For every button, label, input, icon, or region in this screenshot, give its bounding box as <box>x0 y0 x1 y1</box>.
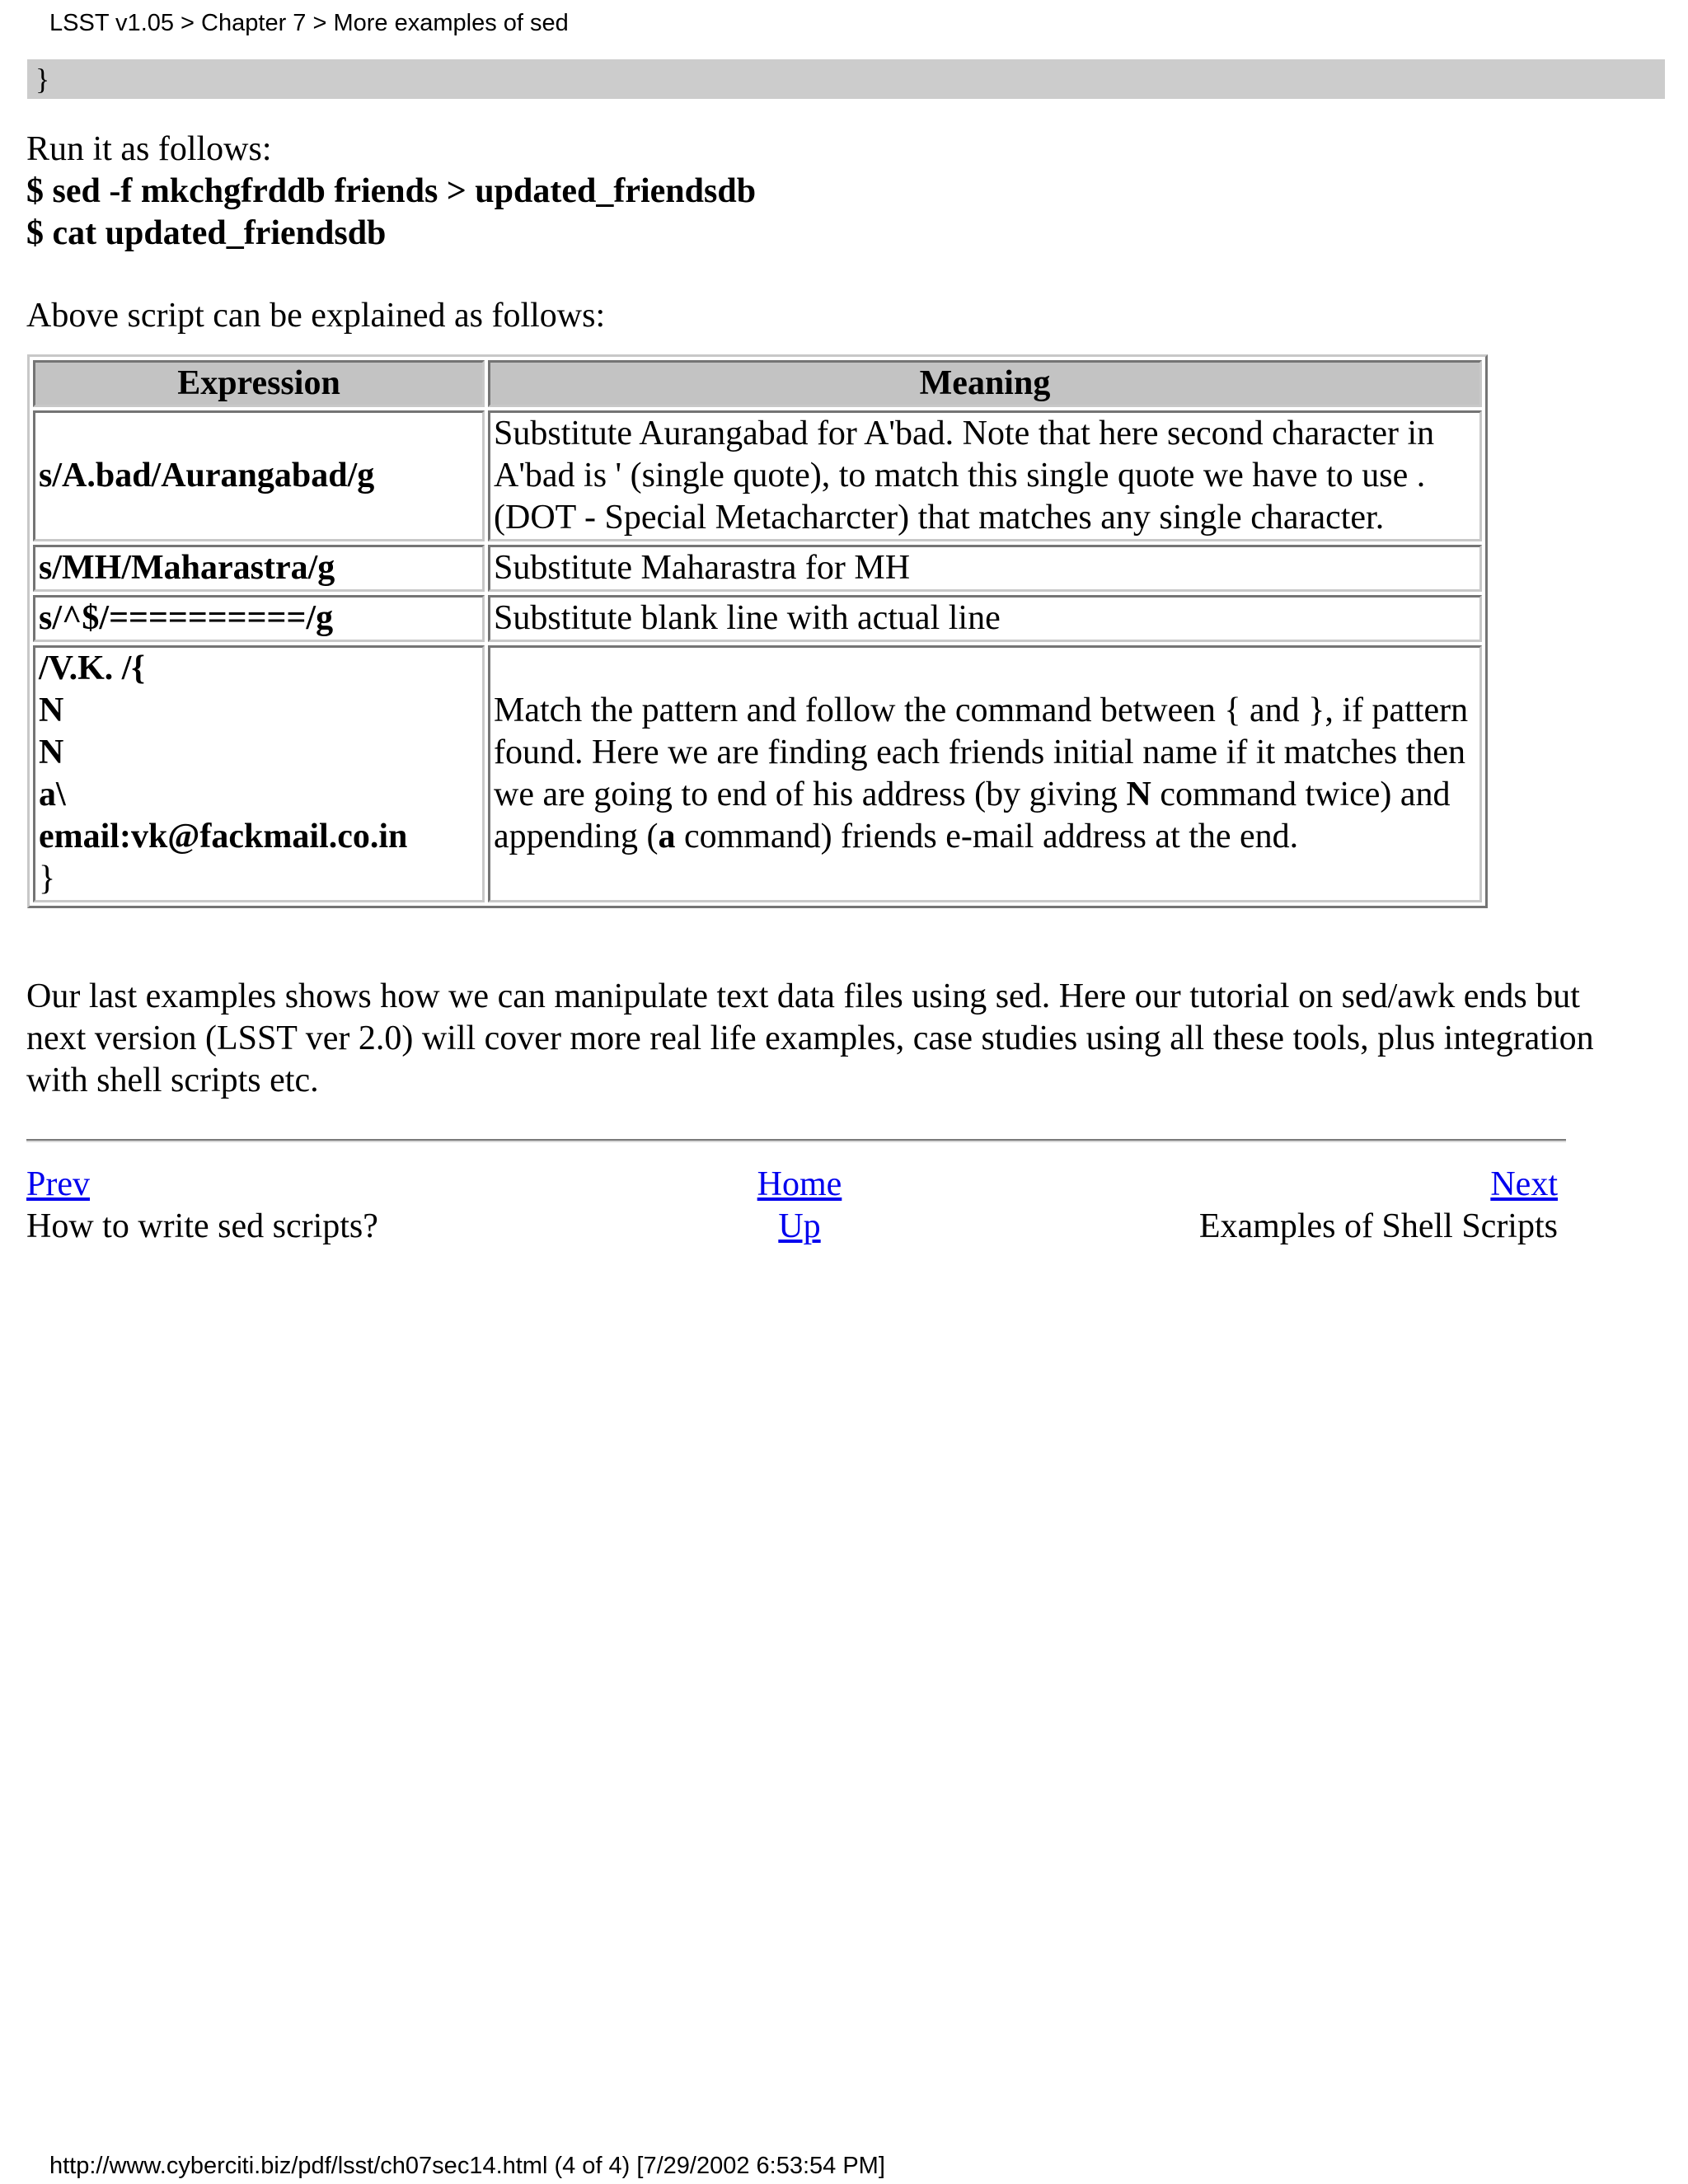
nav-prev <box>26 1164 378 1248</box>
prev-link[interactable]: Prev <box>26 1165 90 1203</box>
expression-line: N <box>39 691 64 729</box>
expression-line: } <box>39 860 56 898</box>
expression-cell <box>33 645 485 902</box>
meaning-command-n: N <box>1126 776 1151 813</box>
nav-next <box>1199 1164 1558 1248</box>
column-header-meaning: Meaning <box>488 360 1482 407</box>
meaning-cell: Substitute Maharastra for MH <box>488 545 1482 592</box>
next-title: Examples of Shell Scripts <box>1198 1207 1558 1245</box>
code-block-end: } <box>27 59 1665 99</box>
table-row <box>33 595 1482 642</box>
up-link[interactable]: Up <box>778 1207 821 1245</box>
prev-title: How to write sed scripts? <box>26 1207 378 1245</box>
meaning-cell <box>488 645 1482 902</box>
column-header-expression: Expression <box>33 360 485 407</box>
horizontal-divider <box>26 1139 1566 1142</box>
closing-paragraph: Our last examples shows how we can manipulate text data files using sed. Here our tutorial on sed/awk ends but next version (LSST ver 2.0) will cover more real life examples, case studies using all these tools, plus integration with shell scripts etc. <box>26 977 1594 1099</box>
home-link[interactable]: Home <box>757 1165 842 1203</box>
expression-cell: s/A.bad/Aurangabad/g <box>33 410 485 541</box>
table-row <box>33 645 1482 902</box>
run-label: Run it as follows: <box>26 130 272 168</box>
meaning-cell: Substitute blank line with actual line <box>488 595 1482 642</box>
expression-line: email:vk@fackmail.co.in <box>39 818 408 855</box>
page-footer-url: http://www.cyberciti.biz/pdf/lsst/ch07sec14.html (4 of 4) [7/29/2002 6:53:54 PM] <box>49 2153 885 2179</box>
command-line-2: $ cat updated_friendsdb <box>26 214 387 252</box>
meaning-cell: Substitute Aurangabad for A'bad. Note that here second character in A'bad is ' (single quote), to match this single quote we have to use . (DOT - Special Metacharcter) that matches any single character. <box>488 410 1482 541</box>
expression-line: N <box>39 733 64 771</box>
meaning-text: Match the pattern and follow the command between { and }, if pattern found. Here we are finding each friends initial name if it matches then we are going to end of his address (by giving <box>494 691 1469 813</box>
expression-line: /V.K. /{ <box>39 649 145 687</box>
expression-cell: s/^$/==========/g <box>33 595 485 642</box>
meaning-command-a: a <box>658 818 676 855</box>
next-link[interactable]: Next <box>1490 1165 1558 1203</box>
meaning-text: command twice) and appending ( <box>494 776 1451 855</box>
table-row <box>33 545 1482 592</box>
run-instructions <box>26 129 756 255</box>
page-header-breadcrumb: LSST v1.05 > Chapter 7 > More examples of sed <box>49 10 569 36</box>
nav-center <box>717 1164 882 1248</box>
explain-label: Above script can be explained as follows: <box>26 297 606 335</box>
table-row <box>33 410 1482 541</box>
expression-meaning-table <box>27 354 1488 908</box>
meaning-text: command) friends e-mail address at the end. <box>675 818 1299 855</box>
expression-cell: s/MH/Maharastra/g <box>33 545 485 592</box>
command-line-1: $ sed -f mkchgfrddb friends > updated_friendsdb <box>26 172 757 210</box>
expression-line: a\ <box>39 776 66 813</box>
table-header-row <box>33 360 1482 407</box>
